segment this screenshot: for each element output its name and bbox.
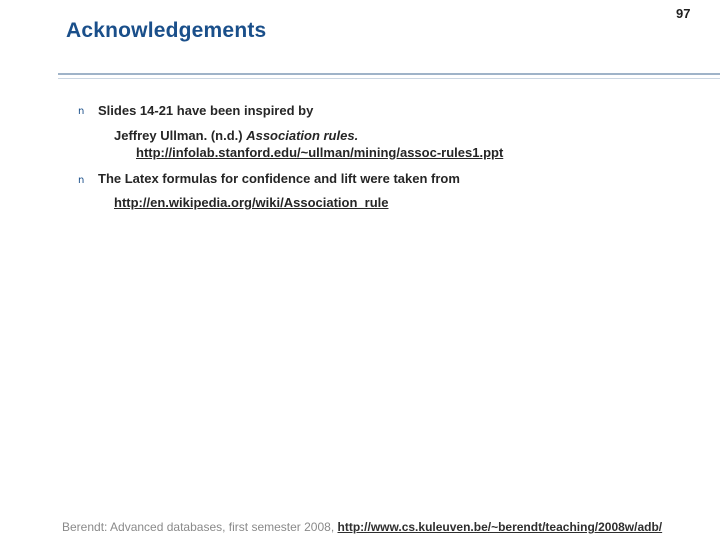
- footer-text: Berendt: Advanced databases, first semester 2008,: [62, 520, 338, 534]
- reference-author: Jeffrey Ullman. (n.d.): [114, 128, 247, 143]
- slide-footer: [62, 520, 662, 534]
- reference-link[interactable]: http://infolab.stanford.edu/~ullman/mining/assoc-rules1.ppt: [136, 145, 504, 160]
- page-number: 97: [676, 6, 691, 21]
- title-divider-secondary: [58, 78, 720, 79]
- bullet-text-1: Slides 14-21 have been inspired by: [98, 103, 314, 118]
- wikipedia-link[interactable]: http://en.wikipedia.org/wiki/Association_rule: [114, 195, 389, 210]
- bullet-text-2: The Latex formulas for confidence and lift were taken from: [98, 171, 460, 186]
- title-divider: [58, 73, 720, 75]
- bullet-marker-2: n: [78, 175, 85, 186]
- reference-url-line: [136, 145, 503, 160]
- slide-title: Acknowledgements: [66, 19, 267, 42]
- bullet-marker-1: n: [78, 106, 85, 117]
- reference-title: Association rules.: [246, 128, 359, 143]
- footer-link[interactable]: http://www.cs.kuleuven.be/~berendt/teaching/2008w/adb/: [337, 520, 663, 534]
- reference-citation: [114, 128, 358, 143]
- wikipedia-url-line: [114, 195, 389, 210]
